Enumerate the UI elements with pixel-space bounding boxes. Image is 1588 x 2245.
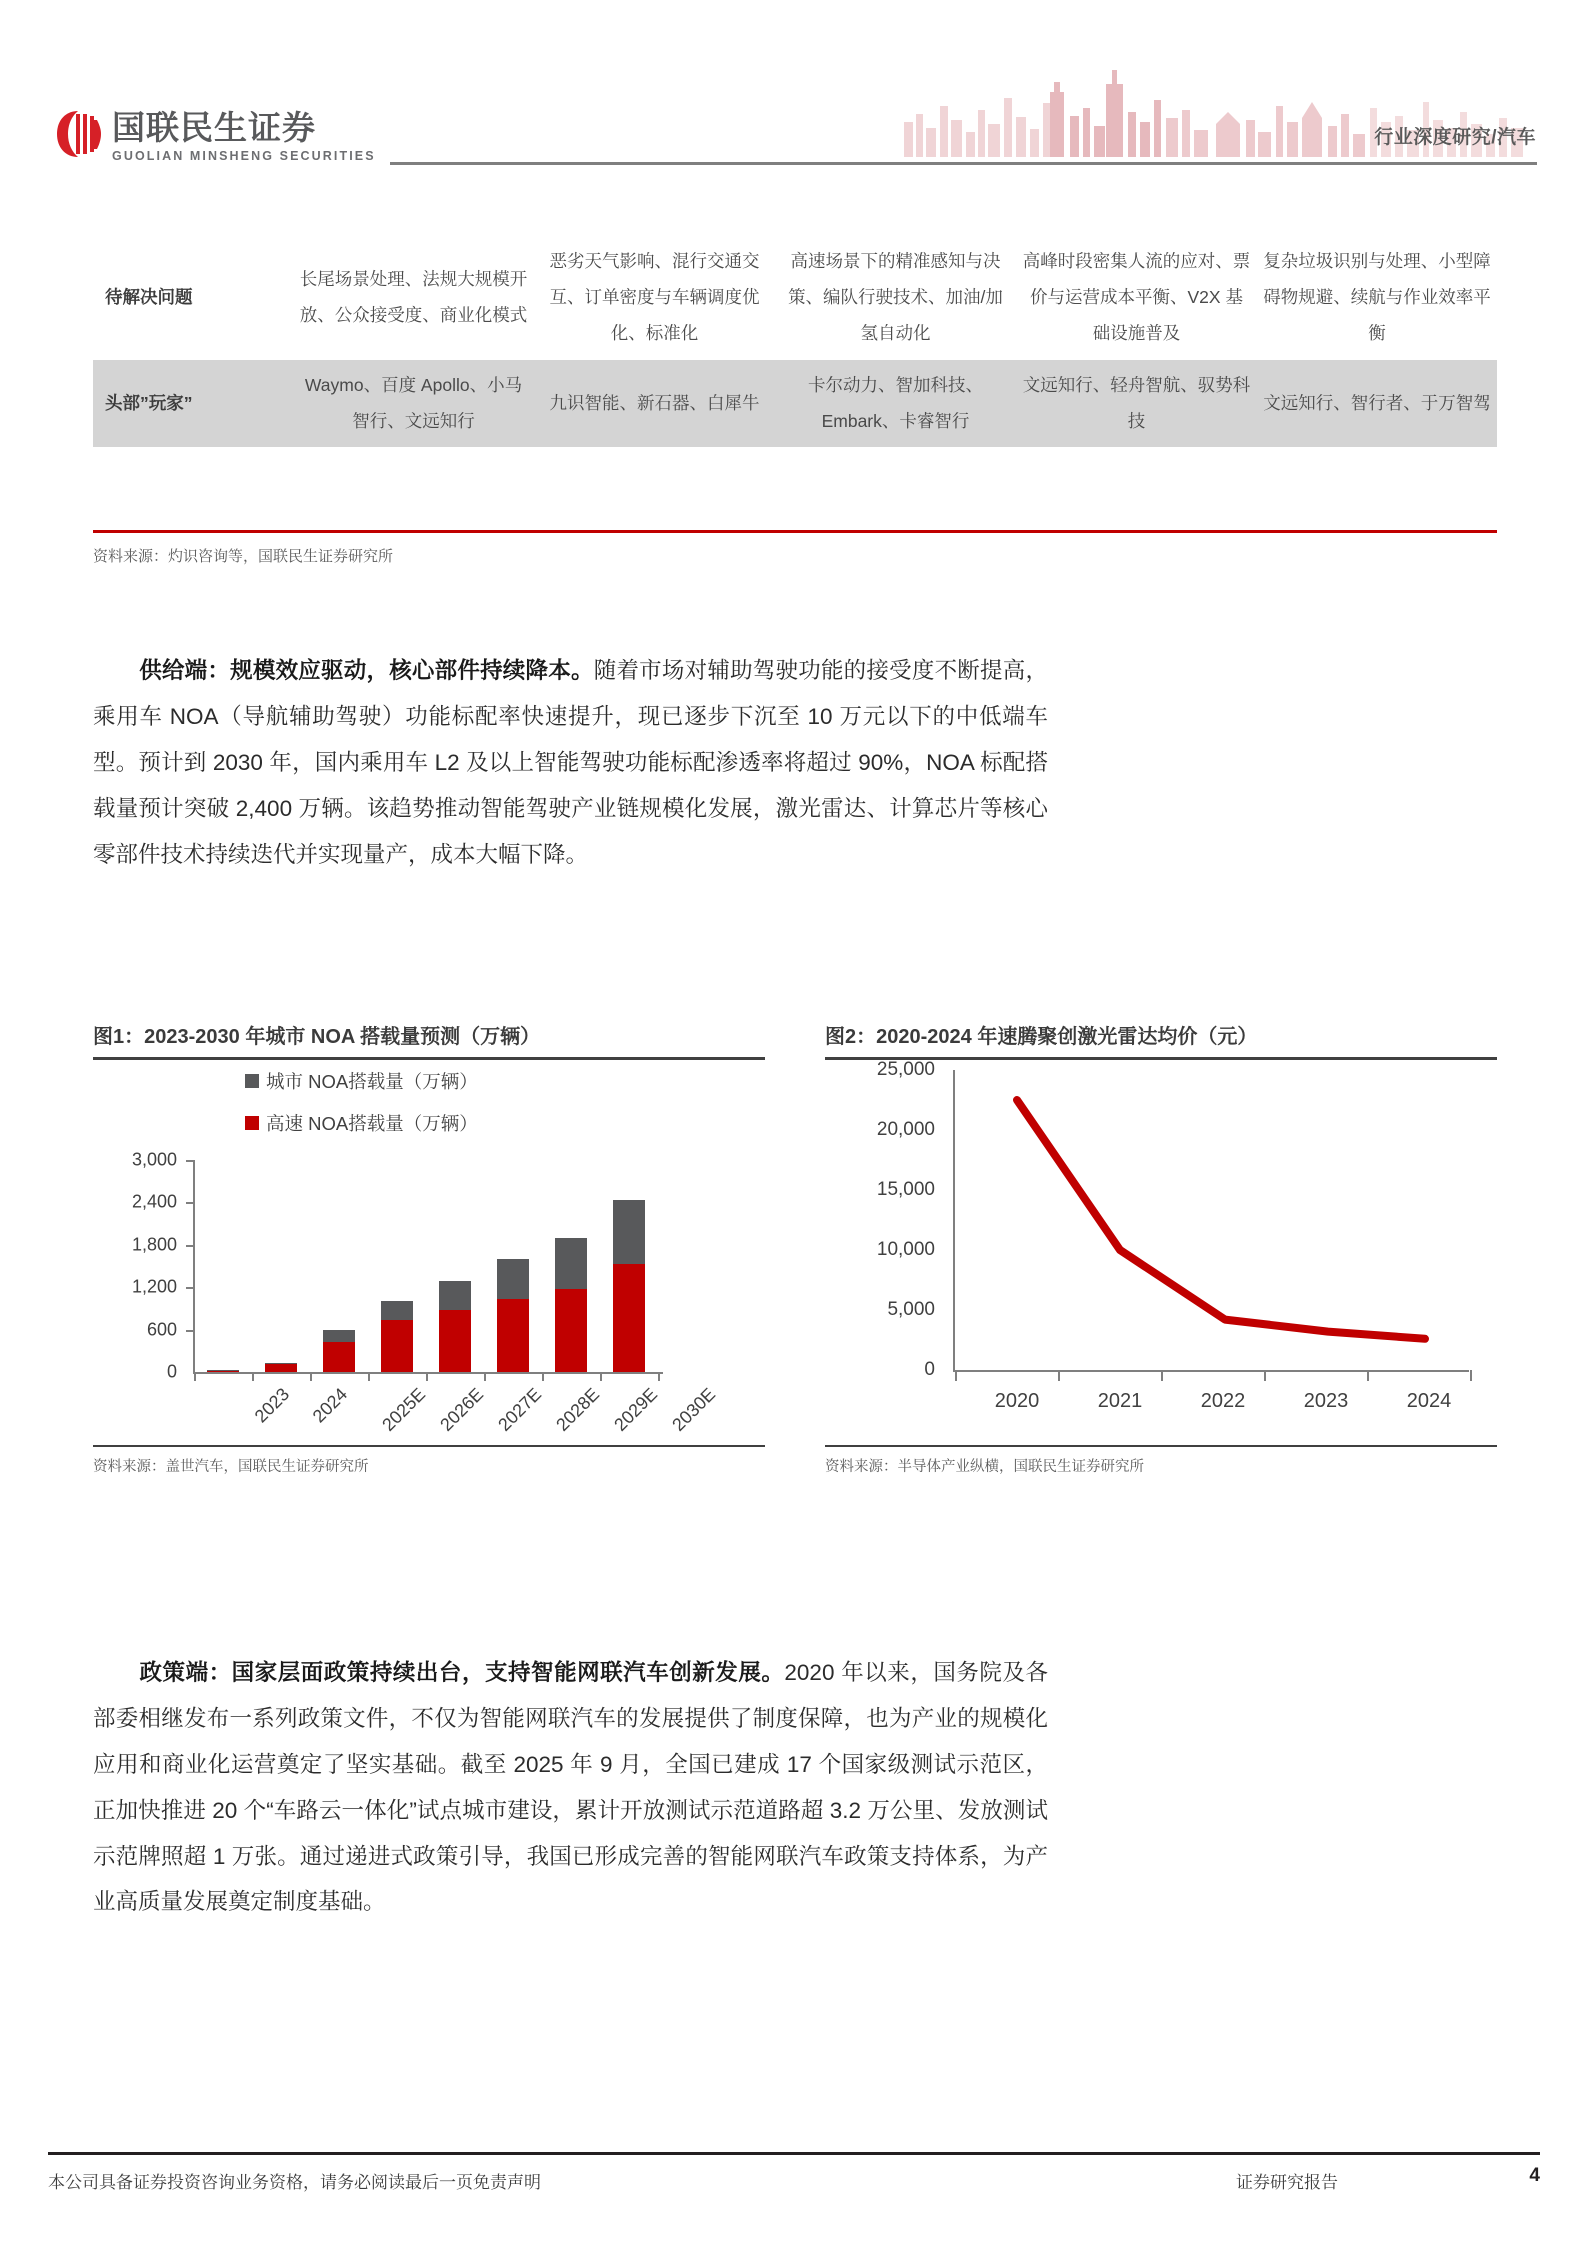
figure-2 — [825, 1020, 1497, 1476]
y-tick-3000: 3,000 — [131, 1149, 177, 1170]
figure-1-x-axis-line — [193, 1372, 663, 1374]
x-tickmark-1-icon — [252, 1372, 254, 1381]
cell-problems-sanitation: 复杂垃圾识别与处理、小型障碍物规避、续航与作业效率平衡 — [1263, 251, 1491, 343]
x2-label-2020: 2020 — [994, 1390, 1040, 1412]
y2-tick-0: 0 — [924, 1359, 935, 1380]
x-tickmark-5-icon — [484, 1372, 486, 1381]
y2-tick-5000: 5,000 — [887, 1299, 935, 1320]
logo-text-cn: 国联民生证券 — [112, 108, 316, 147]
logo-mark-icon — [56, 110, 102, 158]
bar-2025E — [323, 1330, 355, 1372]
x-tickmark-0-icon — [194, 1372, 196, 1381]
x-label-2026E: 2026E — [436, 1384, 488, 1435]
x-label-2028E: 2028E — [552, 1384, 604, 1435]
bar-2027E — [439, 1281, 471, 1372]
y-tick-2400: 2,400 — [131, 1191, 177, 1212]
x2-tickmark-3-icon — [1264, 1370, 1266, 1381]
bar-2030E — [613, 1200, 645, 1372]
y2-tick-10000: 10,000 — [876, 1239, 935, 1260]
bar-2025E-highway-segment — [323, 1342, 355, 1372]
figure-2-source: 资料来源：半导体产业纵横，国联民生证券研究所 — [825, 1459, 1144, 1475]
x-label-2027E: 2027E — [494, 1384, 546, 1435]
legend-label-highway: 高速 NOA搭载量（万辆） — [266, 1113, 478, 1134]
bar-2028E — [497, 1259, 529, 1372]
y-tickmark-600-icon — [186, 1330, 194, 1332]
x2-tickmark-2-icon — [1161, 1370, 1163, 1381]
bar-2026E-city-segment — [381, 1301, 413, 1320]
header-category-tag: 行业深度研究/汽车 — [1374, 127, 1536, 148]
bar-2029E-city-segment — [555, 1238, 587, 1289]
y-tickmark-1800-icon — [186, 1245, 194, 1247]
y-tick-1200: 1,200 — [131, 1276, 177, 1297]
legend-label-city: 城市 NOA搭载量（万辆） — [266, 1071, 478, 1092]
figure-2-title: 图2：2020-2024 年速腾聚创激光雷达均价（元） — [825, 1026, 1258, 1048]
x-label-2024: 2024 — [308, 1384, 352, 1427]
x-tickmark-2-icon — [310, 1372, 312, 1381]
page-header — [0, 0, 1588, 190]
x-label-2023: 2023 — [250, 1384, 294, 1427]
footer-page-number: 4 — [1529, 2165, 1540, 2186]
bar-2023 — [207, 1370, 239, 1373]
figure-1-bars — [195, 1160, 663, 1372]
cell-players-sanitation: 文远知行、智行者、于万智驾 — [1257, 360, 1497, 448]
logo-text-en: GUOLIAN MINSHENG SECURITIES — [112, 149, 376, 163]
figure-1-y-axis — [113, 1149, 185, 1382]
figure-1-title: 图1：2023-2030 年城市 NOA 搭载量预测（万辆） — [93, 1026, 541, 1048]
cell-players-robotaxi: Waymo、百度 Apollo、小马智行、文远知行 — [293, 360, 534, 448]
figure-1-legend — [245, 1068, 478, 1152]
y-tickmark-2400-icon — [186, 1202, 194, 1204]
bar-2030E-highway-segment — [613, 1264, 645, 1372]
y-tick-600: 600 — [146, 1319, 177, 1340]
y-tick-0: 0 — [166, 1361, 177, 1382]
x2-label-2021: 2021 — [1097, 1390, 1143, 1412]
bar-2030E-city-segment — [613, 1200, 645, 1264]
legend-swatch-city-icon — [245, 1074, 259, 1088]
paragraph-supply-text: 随着市场对辅助驾驶功能的接受度不断提高，乘用车 NOA（导航辅助驾驶）功能标配率快速提升，现已逐步下沉至 10 万元以下的中低端车型。预计到 2030 年，国内乘用车 L2 及以上智能驾驶功能标配渗透率将超过 90%，NOA 标配搭载量预计突破 2,400 万辆。该趋势推动智能驾驶产业链规模化发展，激光雷达、计算芯片等核心零部件技术持续迭代并实现量产，成本大幅下降。 — [93, 658, 1048, 867]
figure-1-source: 资料来源：盖世汽车，国联民生证券研究所 — [93, 1459, 369, 1475]
figure-1-plot — [93, 1149, 765, 1445]
company-logo — [56, 110, 376, 163]
bar-2025E-city-segment — [323, 1330, 355, 1341]
bar-2024-highway-segment — [265, 1364, 297, 1372]
figure-2-plot — [825, 1059, 1497, 1440]
row-label-players: 头部”玩家” — [93, 360, 293, 448]
bar-2029E — [555, 1238, 587, 1372]
cell-players-bus: 文远知行、轻舟智航、驭势科技 — [1016, 360, 1257, 448]
cell-problems-truck: 高速场景下的精准感知与决策、编队行驶技术、加油/加氢自动化 — [788, 251, 1003, 343]
paragraph-supply-lead: 供给端：规模效应驱动，核心部件持续降本。 — [139, 658, 594, 683]
header-divider — [390, 162, 1537, 165]
row-label-problems: 待解决问题 — [105, 286, 193, 307]
cell-problems-bus: 高峰时段密集人流的应对、票价与运营成本平衡、V2X 基础设施普及 — [1022, 251, 1251, 343]
x2-label-2022: 2022 — [1200, 1390, 1246, 1412]
table-bottom-rule — [93, 530, 1497, 533]
x2-tickmark-5-icon — [1470, 1370, 1472, 1381]
cell-players-delivery: 九识智能、新石器、白犀牛 — [534, 360, 775, 448]
y-tickmark-1200-icon — [186, 1287, 194, 1289]
bar-2027E-highway-segment — [439, 1310, 471, 1372]
bar-2029E-highway-segment — [555, 1289, 587, 1372]
y2-tick-25000: 25,000 — [876, 1059, 935, 1080]
x-tickmark-4-icon — [426, 1372, 428, 1381]
y-tickmark-3000-icon — [186, 1160, 194, 1162]
x2-label-2024: 2024 — [1406, 1390, 1452, 1412]
legend-item-highway — [245, 1110, 478, 1136]
legend-item-city — [245, 1068, 478, 1094]
x2-tickmark-1-icon — [1058, 1370, 1060, 1381]
bar-2026E — [381, 1301, 413, 1372]
x-tickmark-7-icon — [600, 1372, 602, 1381]
x2-label-2023: 2023 — [1303, 1390, 1349, 1412]
figure-2-line-series — [825, 1070, 1497, 1390]
bar-2028E-city-segment — [497, 1259, 529, 1299]
paragraph-supply-side — [93, 648, 1048, 877]
bar-2027E-city-segment — [439, 1281, 471, 1310]
figure-1-chart — [93, 1060, 765, 1445]
paragraph-policy-side — [93, 1650, 1048, 1925]
bar-2028E-highway-segment — [497, 1299, 529, 1372]
footer-divider — [48, 2152, 1540, 2155]
x2-tickmark-4-icon — [1367, 1370, 1369, 1381]
paragraph-policy-text: 2020 年以来，国务院及各部委相继发布一系列政策文件，不仅为智能网联汽车的发展提供了制度保障，也为产业的规模化应用和商业化运营奠定了坚实基础。截至 2025 年 9 月，全国已建成 17 个国家级测试示范区，正加快推进 20 个“车路云一体化”试点城市建设，累计开放测试示范道路超 3.2 万公里、发放测试示范牌照超 1 万张。通过递进式政策引导，我国已形成完善的智能网联汽车政策支持体系，为产业高质量发展奠定制度基础。 — [93, 1660, 1049, 1915]
x-label-2029E: 2029E — [610, 1384, 662, 1435]
bar-2023-highway-segment — [207, 1371, 239, 1372]
scenario-comparison-table — [93, 236, 1497, 447]
x-tickmark-8-icon — [658, 1372, 660, 1381]
cell-problems-robotaxi: 长尾场景处理、法规大规模开放、公众接受度、商业化模式 — [299, 268, 528, 325]
bar-2026E-highway-segment — [381, 1320, 413, 1372]
figure-2-chart — [825, 1060, 1497, 1445]
cell-players-truck: 卡尔动力、智加科技、Embark、卡睿智行 — [775, 360, 1016, 448]
y2-tick-20000: 20,000 — [876, 1119, 935, 1140]
x2-tickmark-0-icon — [955, 1370, 957, 1381]
x-label-2025E: 2025E — [378, 1384, 430, 1435]
footer-report-type: 证券研究报告 — [1236, 2173, 1338, 2192]
table-row-players — [93, 360, 1497, 448]
paragraph-policy-lead: 政策端：国家层面政策持续出台，支持智能网联汽车创新发展。 — [139, 1660, 785, 1685]
table-row-problems — [93, 236, 1497, 360]
x-tickmark-3-icon — [368, 1372, 370, 1381]
legend-swatch-highway-icon — [245, 1116, 259, 1130]
bar-2024 — [265, 1363, 297, 1373]
y2-tick-15000: 15,000 — [876, 1179, 935, 1200]
x-tickmark-6-icon — [542, 1372, 544, 1381]
table-source: 资料来源：灼识咨询等，国联民生证券研究所 — [93, 548, 394, 565]
y-tick-1800: 1,800 — [131, 1234, 177, 1255]
footer-disclaimer: 本公司具备证券投资咨询业务资格，请务必阅读最后一页免责声明 — [48, 2173, 541, 2192]
x-label-2030E: 2030E — [668, 1384, 720, 1435]
cell-problems-delivery: 恶劣天气影响、混行交通交互、订单密度与车辆调度优化、标准化 — [549, 251, 760, 343]
figure-1 — [93, 1020, 765, 1476]
